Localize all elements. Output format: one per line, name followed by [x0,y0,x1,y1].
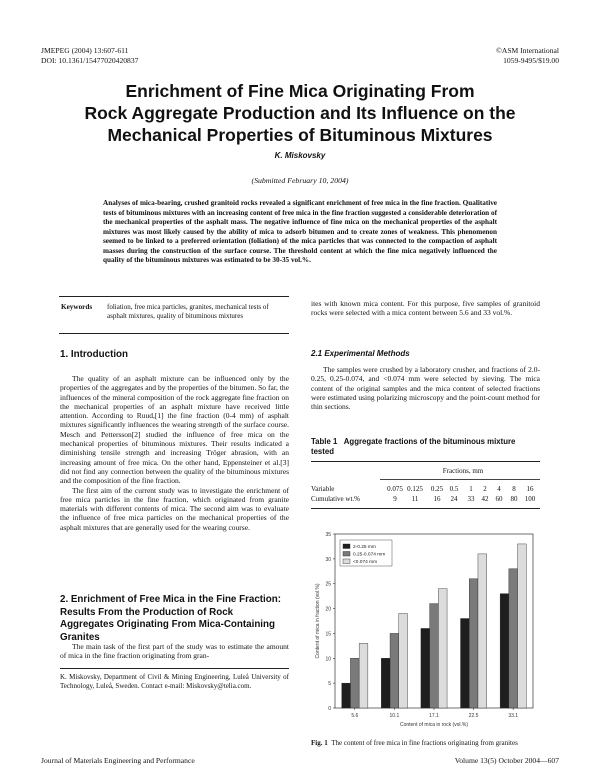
table-rule [311,508,540,509]
x-tick-label: 5.6 [351,713,359,719]
legend-label: <0.074 mm [353,560,378,566]
paragraph: The first aim of the current study was to investigate the enrichment of free mica particles in the fine fraction, which originated from granite materials with different contents of mica. The second aim was to evaluate the influence of free mica particles on the mechanical properties of the asphalt mixtures that are generally used for the wearing course. [60,485,289,532]
y-tick-label: 0 [328,706,331,712]
table-cell: 4 [497,485,501,493]
table-cell: 100 [524,494,536,503]
continuation-text: ites with known mica content. For this purpose, five samples of granitoid rocks were selected with a mica content between 5.6 and 33 vol.%. [311,299,540,318]
author-footnote: K. Miskovsky, Department of Civil & Mining Engineering, Luleå University of Technology, Luleå, Sweden. Contact e-mail: Miskovsky@telia.com. [60,673,289,690]
table-cell: 0.25 [430,485,444,493]
bar [342,683,351,708]
table-cell: 42 [481,494,489,503]
table-cell: 2 [483,485,487,493]
journal-reference [41,46,138,65]
bar [469,579,478,708]
table-row [311,495,540,505]
publisher: ©ASM International [496,46,559,55]
journal-ref: JMEPEG (2004) 13:607-611 [41,46,129,55]
figure-caption: Fig. 1 The content of free mica in fine fractions originating from granites [311,739,518,747]
bar [359,643,368,708]
x-tick-label: 33.1 [508,713,519,719]
subsection-heading: 2.1 Experimental Methods [311,349,410,358]
legend-label: 0.25-0.074 mm [353,552,386,558]
y-tick-label: 15 [325,631,331,638]
table-cell: 11 [411,494,419,503]
submitted-date: (Submitted February 10, 2004) [251,176,349,185]
section-heading-introduction: 1. Introduction [60,349,129,360]
y-tick-label: 10 [325,656,331,663]
bar [478,554,487,708]
issn: 1059-9495/$19.00 [503,55,559,65]
y-tick-label: 35 [325,532,331,538]
bar [421,628,430,708]
legend-swatch [343,559,350,564]
table-group-header: Fractions, mm [442,467,484,475]
methods-text [311,365,540,411]
y-tick-label: 30 [325,556,331,563]
x-axis-label: Content of mica in rock (vol.%) [399,722,469,728]
table-cell: 0.125 [407,485,423,493]
paragraph: The quality of an asphalt mixture can be influenced only by the properties of the aggregates and by the properties of the bitumen. So far, the influences of the mineral composition of the rock aggregate fine fraction on the mechanical properties of an asphalt mixture have received little attention. According to Ruud,[1] the fine fraction (0-4 mm) of asphalt mixtures significantly influences the wearing strength of the surface course. Mesch and Pettersson[2] studied the influence of free mica on the mechanical properties of bituminous mixtures. Their results indicated a diminishing tensile strength and increasing Tröger abrasion, with an increasing amount of free mica. On the other hand, Eppensteiner et al.[3] did not find any connection between the quality of the bituminous mixtures and the composition of the fine fraction. [60,374,289,486]
bar [390,633,399,708]
table-row-label: Variable [311,485,335,493]
table-cell: 60 [495,494,503,503]
bar [500,594,509,708]
bar [461,619,470,708]
publisher-info [496,46,559,65]
table-cell: 0.075 [387,485,403,493]
paragraph: The main task of the first part of the study was to estimate the amount of mica in the fine fraction originating from gran- [60,642,289,661]
x-tick-label: 17.1 [429,713,439,719]
bar [381,658,390,708]
divider [59,333,289,334]
table-cell: 9 [393,494,397,503]
bar [350,658,359,708]
x-tick-label: 10.1 [389,713,400,719]
table-rule [380,479,540,480]
keywords-label: Keywords [61,303,93,311]
author: K. Miskovsky [274,151,326,160]
table-cell: 0.5 [449,485,459,493]
table-row-label: Cumulative wt.% [311,494,360,503]
x-tick-label: 22.5 [468,713,479,719]
bar [399,614,408,708]
introduction-text [60,374,289,532]
abstract: Analyses of mica-bearing, crushed granitoid rocks revealed a significant enrichment of free mica in the fine fraction. Qualitative tests of bituminous mixtures with an increasing content of free mica in the fine fraction suggested a considerable deterioration of the mechanical properties of the asphalt mass. The negative influence of fine mica on the mechanical properties of the asphalt mixtures was most likely caused by the ability of mica to adsorb bitumen and to create zones of weakness. This phenomenon seemed to be linked to a preferred orientation (foliation) of the mica particles that was connected to the compaction of asphalt masses during the construction of the surface course. The threshold content at which the fine mica negatively influenced the quality of the bituminous mixtures was estimated to be 30-35 vol.%. [103,199,497,264]
doi: DOI: 10.1361/15477020420837 [41,55,139,65]
divider [60,668,289,669]
table-cell: 1 [469,485,473,493]
bar [438,589,447,708]
legend-swatch [343,552,350,557]
table-rule [311,461,540,462]
y-axis-label: Content of mica in fraction (vol.%) [315,583,321,659]
table-title: Table 1 Aggregate fractions of the bituminous mixture tested [311,437,516,456]
table-cell: 8 [512,485,516,493]
section-heading-enrichment: 2. Enrichment of Free Mica in the Fine Fraction: Results From the Production of Rock Aggregates Originating From Mica-Containing Granites [60,594,282,643]
footer-volume-page: Volume 13(5) October 2004—607 [454,756,559,765]
table-row [311,485,540,495]
legend-swatch [343,544,350,549]
table-cell: 16 [526,485,534,493]
y-tick-label: 20 [325,606,331,613]
table-cell: 16 [433,494,441,503]
paragraph: The samples were crushed by a laboratory crusher, and fractions of 2.0-0.25, 0.25-0.074, and <0.074 mm were selected by sieving. The mica content of the original samples and the mica content of selected fractions were estimated using polarizing microscopy and the point-count method for thin sections. [311,365,540,412]
y-tick-label: 5 [328,681,331,688]
paper-title: Enrichment of Fine Mica Originating From Rock Aggregate Production and Its Influence on the Mechanical Properties of Bituminous Mixtures [84,81,516,145]
divider [59,296,289,297]
table-cell: 33 [467,494,475,503]
bar [509,569,518,708]
legend-label: 2-0.25 mm [353,545,376,551]
table-cell: 24 [450,494,458,503]
section2-text [60,642,289,661]
footer-journal: Journal of Materials Engineering and Performance [41,756,195,765]
table-cell: 80 [510,494,518,503]
data-table [311,485,540,504]
bar [430,604,439,708]
keywords-text: foliation, free mica particles, granites, mechanical tests of asphalt mixtures, quality of bituminous mixtures [107,303,269,320]
bar [518,544,527,708]
y-tick-label: 25 [325,581,331,588]
figure-1-chart [311,526,540,732]
